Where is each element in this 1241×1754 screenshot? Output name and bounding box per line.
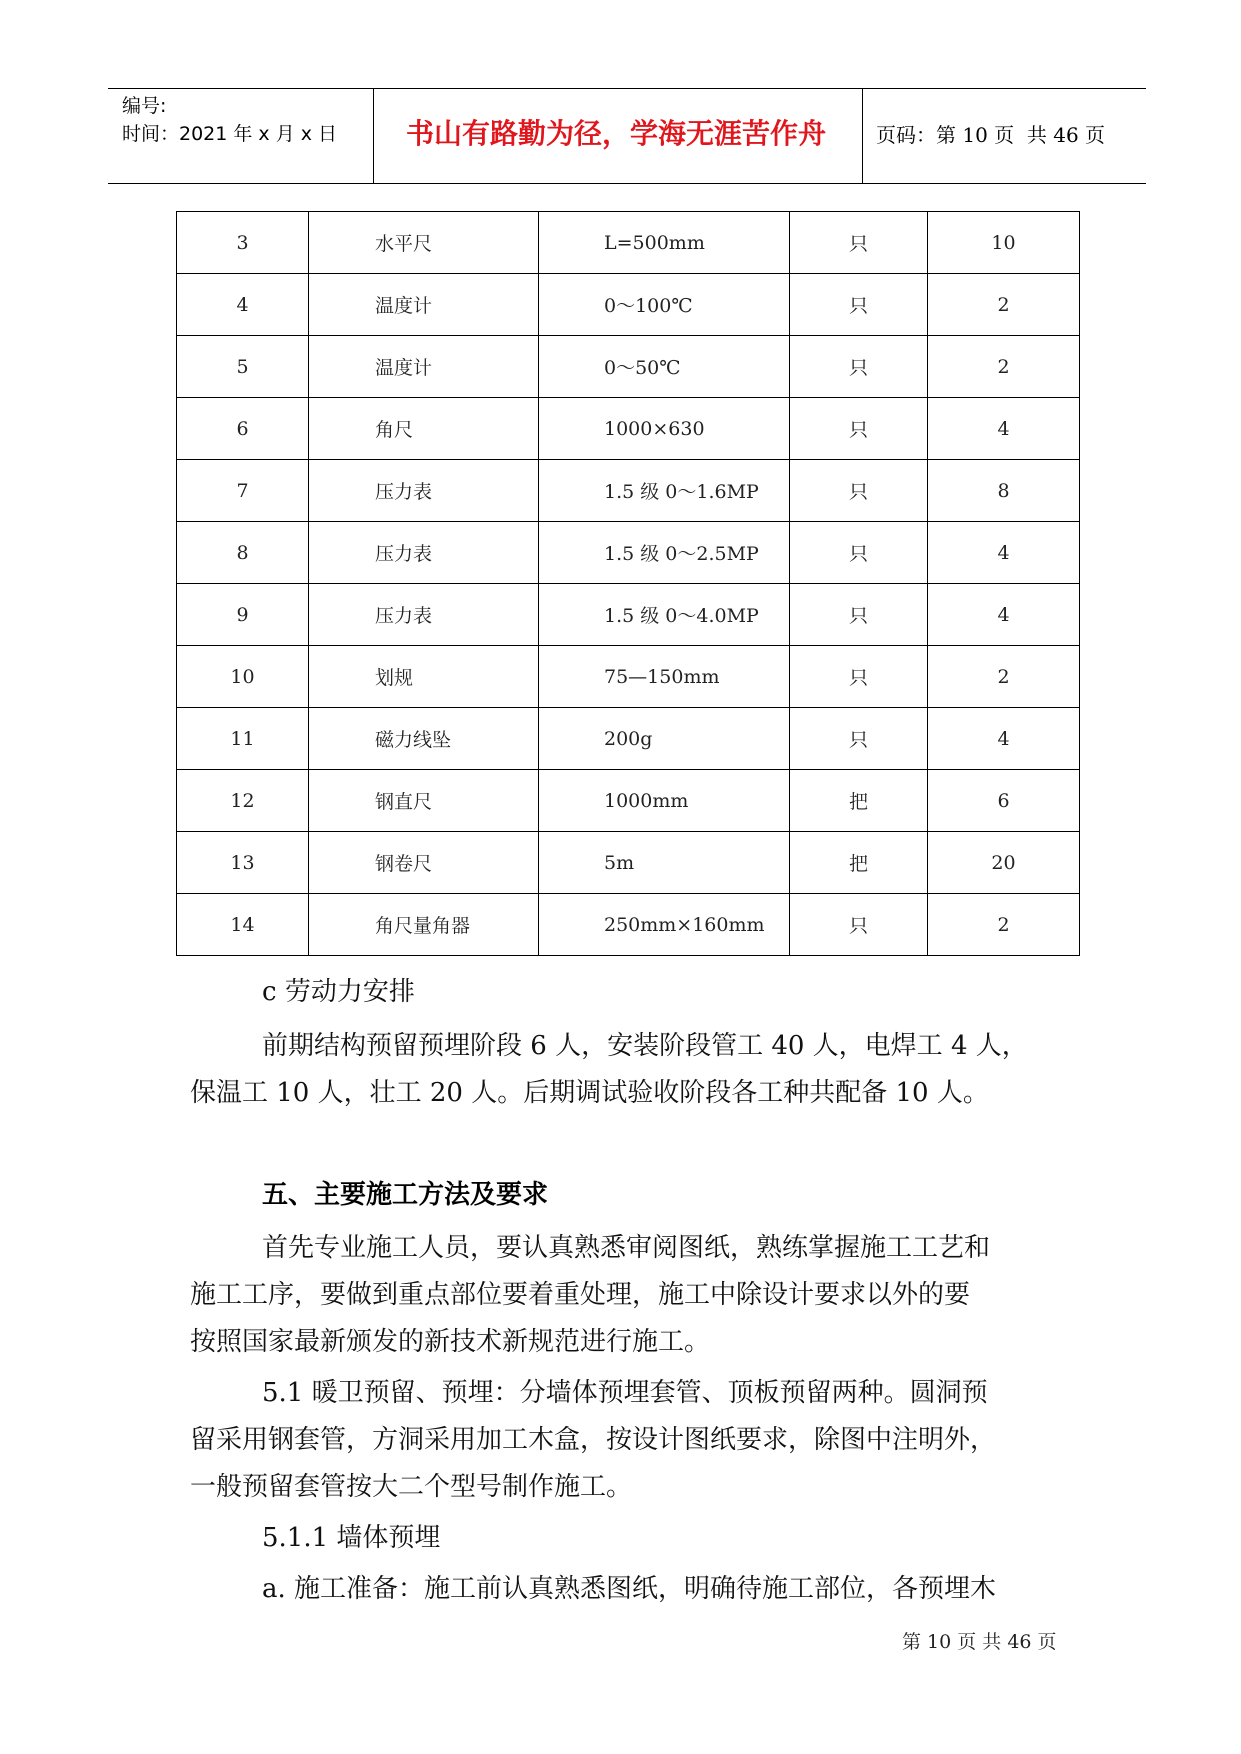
intro-line-1: 首先专业施工人员，要认真熟悉审阅图纸，熟练掌握施工工艺和 bbox=[262, 1233, 991, 1263]
table-row bbox=[177, 336, 1080, 398]
table-row bbox=[177, 832, 1080, 894]
row-number-cell: 13 bbox=[177, 832, 309, 894]
tool-name-cell: 压力表 bbox=[309, 584, 539, 646]
tool-spec-cell: 250mm×160mm bbox=[539, 894, 790, 956]
tool-spec-cell: 75—150mm bbox=[539, 646, 790, 708]
header-motto: 书山有路勤为径，学海无涯苦作舟 bbox=[405, 117, 826, 150]
row-number-cell: 3 bbox=[177, 212, 309, 274]
tool-spec-cell: 1000×630 bbox=[539, 398, 790, 460]
preparation-line: a. 施工准备：施工前认真熟悉图纸，明确待施工部位，各预埋木 bbox=[262, 1574, 997, 1604]
tool-unit-cell: 只 bbox=[790, 336, 928, 398]
table-row bbox=[177, 894, 1080, 956]
tool-unit-cell: 只 bbox=[790, 522, 928, 584]
tool-unit-cell: 只 bbox=[790, 274, 928, 336]
tool-quantity-cell: 10 bbox=[928, 212, 1080, 274]
tool-name-cell: 划规 bbox=[309, 646, 539, 708]
row-number-cell: 10 bbox=[177, 646, 309, 708]
tool-spec-cell: 1000mm bbox=[539, 770, 790, 832]
header-divider-right bbox=[862, 88, 863, 183]
header-page-label: 页码：第 10 页 共 46 页 bbox=[876, 123, 1106, 147]
tool-unit-cell: 只 bbox=[790, 460, 928, 522]
tool-unit-cell: 只 bbox=[790, 584, 928, 646]
tool-quantity-cell: 4 bbox=[928, 584, 1080, 646]
row-number-cell: 12 bbox=[177, 770, 309, 832]
table-row bbox=[177, 460, 1080, 522]
table-row bbox=[177, 584, 1080, 646]
row-number-cell: 4 bbox=[177, 274, 309, 336]
tool-name-cell: 钢直尺 bbox=[309, 770, 539, 832]
section-5-1-line-3: 一般预留套管按大二个型号制作施工。 bbox=[190, 1472, 633, 1502]
tool-quantity-cell: 4 bbox=[928, 398, 1080, 460]
header-number-label: 编号: bbox=[122, 95, 167, 117]
row-number-cell: 7 bbox=[177, 460, 309, 522]
labor-text-line-1: 前期结构预留预埋阶段 6 人，安装阶段管工 40 人，电焊工 4 人， bbox=[262, 1031, 1028, 1061]
tool-name-cell: 温度计 bbox=[309, 336, 539, 398]
intro-line-3: 按照国家最新颁发的新技术新规范进行施工。 bbox=[190, 1327, 711, 1357]
table-row bbox=[177, 274, 1080, 336]
row-number-cell: 9 bbox=[177, 584, 309, 646]
table-row bbox=[177, 398, 1080, 460]
tool-name-cell: 压力表 bbox=[309, 522, 539, 584]
section-5-title: 五、主要施工方法及要求 bbox=[262, 1180, 549, 1210]
intro-line-2: 施工工序，要做到重点部位要着重处理，施工中除设计要求以外的要 bbox=[190, 1280, 971, 1310]
section-5-1-line-1: 5.1 暖卫预留、预埋：分墙体预埋套管、顶板预留两种。圆洞预 bbox=[262, 1378, 988, 1408]
row-number-cell: 6 bbox=[177, 398, 309, 460]
tool-spec-cell: 5m bbox=[539, 832, 790, 894]
section-5-1-1-title: 5.1.1 墙体预埋 bbox=[262, 1523, 441, 1553]
tool-name-cell: 温度计 bbox=[309, 274, 539, 336]
tool-unit-cell: 把 bbox=[790, 832, 928, 894]
tool-name-cell: 角尺 bbox=[309, 398, 539, 460]
tool-quantity-cell: 4 bbox=[928, 708, 1080, 770]
tool-quantity-cell: 2 bbox=[928, 646, 1080, 708]
tool-quantity-cell: 8 bbox=[928, 460, 1080, 522]
row-number-cell: 5 bbox=[177, 336, 309, 398]
tool-name-cell: 水平尺 bbox=[309, 212, 539, 274]
tool-quantity-cell: 2 bbox=[928, 274, 1080, 336]
tool-quantity-cell: 6 bbox=[928, 770, 1080, 832]
labor-text-line-2: 保温工 10 人，壮工 20 人。后期调试验收阶段各工种共配备 10 人。 bbox=[190, 1078, 989, 1108]
tools-table bbox=[176, 211, 1080, 956]
tool-spec-cell: L=500mm bbox=[539, 212, 790, 274]
tool-spec-cell: 1.5 级 0～2.5MP bbox=[539, 522, 790, 584]
table-row bbox=[177, 646, 1080, 708]
tool-spec-cell: 0～50℃ bbox=[539, 336, 790, 398]
row-number-cell: 11 bbox=[177, 708, 309, 770]
tool-unit-cell: 只 bbox=[790, 212, 928, 274]
tool-quantity-cell: 20 bbox=[928, 832, 1080, 894]
tool-unit-cell: 把 bbox=[790, 770, 928, 832]
table-row bbox=[177, 522, 1080, 584]
tool-name-cell: 角尺量角器 bbox=[309, 894, 539, 956]
header-date-label: 时间：2021 年 x 月 x 日 bbox=[122, 123, 338, 145]
footer-page-number: 第 10 页 共 46 页 bbox=[902, 1631, 1057, 1653]
section-5-1-line-2: 留采用钢套管，方洞采用加工木盒，按设计图纸要求，除图中注明外， bbox=[190, 1425, 997, 1455]
tool-spec-cell: 0～100℃ bbox=[539, 274, 790, 336]
header-meta bbox=[122, 92, 337, 148]
labor-heading: c 劳动力安排 bbox=[262, 977, 415, 1007]
tool-name-cell: 磁力线坠 bbox=[309, 708, 539, 770]
tool-spec-cell: 200g bbox=[539, 708, 790, 770]
row-number-cell: 8 bbox=[177, 522, 309, 584]
table-row bbox=[177, 212, 1080, 274]
tool-quantity-cell: 2 bbox=[928, 894, 1080, 956]
tools-table-body bbox=[177, 212, 1080, 956]
tool-unit-cell: 只 bbox=[790, 894, 928, 956]
tool-unit-cell: 只 bbox=[790, 646, 928, 708]
tool-unit-cell: 只 bbox=[790, 398, 928, 460]
table-row bbox=[177, 708, 1080, 770]
tool-quantity-cell: 2 bbox=[928, 336, 1080, 398]
tool-spec-cell: 1.5 级 0～1.6MP bbox=[539, 460, 790, 522]
table-row bbox=[177, 770, 1080, 832]
tool-spec-cell: 1.5 级 0～4.0MP bbox=[539, 584, 790, 646]
header-top-rule bbox=[108, 88, 1146, 89]
row-number-cell: 14 bbox=[177, 894, 309, 956]
tool-quantity-cell: 4 bbox=[928, 522, 1080, 584]
tool-unit-cell: 只 bbox=[790, 708, 928, 770]
tool-name-cell: 压力表 bbox=[309, 460, 539, 522]
tool-name-cell: 钢卷尺 bbox=[309, 832, 539, 894]
header-bottom-rule bbox=[108, 183, 1146, 184]
